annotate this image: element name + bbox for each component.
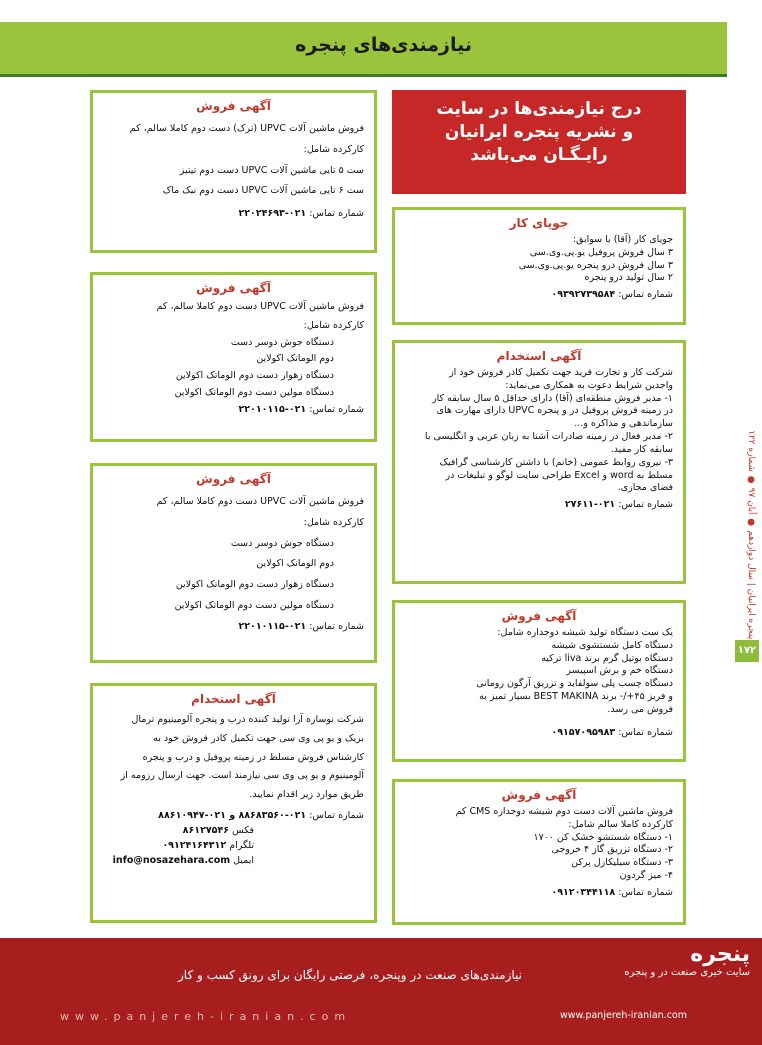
ad-box-6	[392, 340, 686, 584]
ad-line: ۴- میز گردون	[619, 870, 673, 882]
contact-line	[405, 289, 673, 300]
banner-line: و نشریه پنجره ایرانیان	[444, 121, 634, 142]
ad-line: ۲ سال تولید درو پنجره	[584, 272, 673, 284]
contact-label: شماره تماس:	[618, 726, 673, 738]
ad-line: دستگاه خم و برش اسپیسر	[566, 665, 673, 677]
ad-box-5	[392, 207, 686, 325]
ad-title: آگهی فروش	[196, 281, 271, 295]
ad-line: دستگاه زهوار دست دوم الوماتک اکولاین	[175, 579, 334, 591]
email-address[interactable]: info@nosazehara.com	[112, 855, 231, 867]
ad-title: آگهی فروش	[196, 99, 271, 113]
ad-line: ست ۵ تایی ماشین آلات UPVC دست دوم تیتیز	[179, 164, 364, 176]
ad-title: آگهی فروش	[501, 609, 577, 623]
ad-line: بریک و یو پی وی سی جهت تکمیل کادر فروش خود به	[153, 732, 364, 744]
contact-label: شماره تماس:	[309, 620, 364, 632]
ad-box-2	[90, 272, 377, 442]
ad-line: دستگاه زهوار دست دوم الوماتک اکولاین	[175, 370, 334, 382]
logo-subtitle: سایت خبری صنعت در و پنجره	[624, 967, 750, 978]
ad-line: ۳- دستگاه سیلیکازل پرکن	[571, 857, 673, 869]
ad-line: فروش می رسد.	[607, 703, 673, 715]
ad-line: کارکرده شامل:	[303, 143, 364, 155]
ad-title: آگهی فروش	[196, 472, 271, 486]
page-title: نیازمندی‌های پنجره	[295, 34, 472, 56]
ad-line: کارکرده شامل:	[303, 319, 364, 331]
contact-line	[405, 499, 673, 510]
contact-label: شماره تماس:	[618, 886, 673, 898]
phone-number: ۰۲۱-۲۲۰۲۴۶۹۳	[238, 208, 307, 220]
ad-line: واجدین شرایط دعوت به همکاری می‌نماید:	[505, 379, 673, 391]
ad-line: آلومینیوم و یو پی وی سی نیازمند است. جهت ارسال رزومه از	[120, 770, 364, 782]
fax-label: فکس	[232, 825, 254, 837]
telegram-number: ۰۹۱۲۴۱۶۴۳۱۲	[162, 840, 227, 852]
ad-title: آگهی استخدام	[191, 692, 276, 706]
header-bar	[0, 22, 727, 77]
issue-meta: پنجره ایرانیان | سال دوازدهم ● آبان ۹۷ ● شماره ۱۲۲	[746, 430, 756, 640]
ad-line: فروش ماشین آلات UPVC (ترک) دست دوم کاملا سالم، کم	[129, 123, 364, 134]
contact-label: شماره تماس:	[618, 499, 673, 511]
ad-line: در زمینه فروش پروفیل در و پنجره UPVC دارای مهارت های	[436, 405, 673, 417]
logo-mark: پنجره	[690, 942, 750, 967]
ad-line: دستگاه چسب پلی سولفاید و تزریق آرگون رومانی	[476, 678, 673, 690]
telegram-label: تلگرام	[229, 840, 254, 852]
contact-line	[405, 887, 673, 898]
ad-line: طریق موارد زیر اقدام نمایید.	[249, 789, 364, 801]
fax-line	[103, 825, 254, 836]
banner-line: درج نیازمندی‌ها در سایت	[436, 99, 642, 119]
contact-line	[103, 810, 364, 821]
ad-box-8	[392, 779, 686, 925]
ad-line: یک ست دستگاه تولید شیشه دوجداره شامل:	[497, 627, 673, 638]
banner-line: رایـگـان می‌باشد	[470, 144, 608, 165]
phone-number: ۰۲۱-۲۲۰۱۰۱۱۵	[238, 403, 307, 415]
ad-title: آگهی فروش	[501, 788, 577, 802]
ad-line: دستگاه مولین دست دوم الوماتک اکولاین	[174, 600, 334, 612]
contact-label: شماره تماس:	[309, 810, 364, 822]
ad-line: کارکرده شامل:	[303, 516, 364, 528]
phone-number: ۰۹۱۲۰۳۴۴۱۱۸	[551, 886, 616, 898]
page-number: ۱۷۲	[735, 640, 759, 662]
ad-line: ۲- مدیر فعال در زمینه صادرات آشنا به زبان عربی و انگلیسی با	[424, 431, 673, 443]
ad-line: مسلط به word و Excel طراحی سایت لوگو و تبلیغات در	[445, 469, 673, 481]
ad-line: فروش ماشین آلات دست دوم شیشه دوجداره CMS کم	[455, 806, 673, 817]
ad-line: شرکت نوسازه آرا تولید کننده درب و پنجره آلومینیوم ترمال	[131, 714, 364, 725]
free-listing-banner	[392, 90, 686, 194]
ad-box-1	[90, 90, 377, 253]
contact-label: شماره تماس:	[618, 289, 673, 301]
ad-box-7	[392, 600, 686, 762]
email-label: ایمیل	[233, 855, 254, 867]
phone-number: ۰۲۱-۲۷۶۱۱	[564, 499, 616, 511]
ad-line: جویای کار (آقا) با سوابق:	[572, 234, 673, 245]
ad-line: ۱- دستگاه شستشو خشک کن ۱۷۰۰	[533, 831, 673, 843]
ad-line: ۱- مدیر فروش منطقه‌ای (آقا) دارای حداقل ۵ سال سابقه کار	[432, 392, 673, 404]
footer-slogan: نیازمندی‌های صنعت در وپنجره، فرصتی رایگان برای رونق کسب و کار	[178, 968, 522, 982]
ad-line: دوم الوماتک اکولاین	[256, 558, 334, 570]
footer-url[interactable]: www.panjereh-iranian.com	[60, 1010, 352, 1023]
email-line	[103, 855, 254, 866]
contact-line	[405, 727, 673, 738]
ad-title: جویای کار	[509, 216, 569, 230]
ad-box-4	[90, 683, 377, 923]
ad-line: ۳ سال فروش درو پنجره یو.پی.وی.سی	[518, 259, 673, 271]
ad-line: شرکت کار و تجارت فرید جهت تکمیل کادر فروش خود از	[449, 367, 673, 378]
phone-number: ۰۹۱۵۷۰۹۵۹۸۳	[551, 726, 616, 738]
contact-line	[103, 208, 364, 219]
ad-line: سازماندهی و مذاکره و...	[574, 418, 673, 430]
contact-label: شماره تماس:	[309, 208, 364, 220]
ad-line: دستگاه جوش دوسر دست	[230, 537, 334, 549]
contact-line	[103, 621, 364, 632]
ad-line: دوم الوماتک اکولاین	[256, 353, 334, 365]
ad-box-3	[90, 463, 377, 663]
ad-line: دستگاه مولین دست دوم الوماتک اکولاین	[174, 387, 334, 399]
site-logo	[560, 942, 750, 1002]
contact-label: شماره تماس:	[309, 403, 364, 415]
ad-line: ست ۶ تایی ماشین آلات UPVC دست دوم نیک ماک	[162, 185, 364, 197]
ad-line: دستگاه بوتیل گرم برند liva ترکیه	[541, 652, 673, 664]
ad-title: آگهی استخدام	[496, 349, 582, 363]
ad-line: کارکرده کاملا سالم شامل:	[568, 818, 673, 830]
ad-line: ۲- دستگاه تزریق گاز ۴ خروجی	[551, 844, 673, 856]
footer-url-secondary[interactable]: www.panjereh-iranian.com	[560, 1010, 687, 1021]
contact-line	[103, 404, 364, 415]
ad-line: ۳- نیروی روابط عمومی (خانم) با داشتن کارشناسی گرافیک	[439, 456, 673, 468]
fax-number: ۸۶۱۲۷۵۴۶	[182, 825, 230, 837]
phone-number: ۰۲۱-۸۸۶۸۳۵۶۰ و ۰۲۱-۸۸۶۱۰۹۴۷	[158, 810, 307, 822]
phone-number: ۰۹۳۹۲۷۳۹۵۸۴	[551, 289, 616, 301]
ad-line: دستگاه کامل شستشوی شیشه	[551, 639, 673, 651]
ad-line: کارشناس فروش مسلط در زمینه پروفیل و درب و پنجره	[142, 751, 364, 763]
ad-line: فضای مجازی.	[617, 482, 673, 494]
ad-line: فروش ماشین آلات UPVC دست دوم کاملا سالم، کم	[156, 496, 364, 507]
phone-number: ۰۲۱-۲۲۰۱۰۱۱۵	[238, 620, 307, 632]
ad-line: ۳ سال فروش پروفیل یو.پی.وی.سی	[529, 246, 673, 258]
ad-line: فروش ماشین آلات UPVC دست دوم کاملا سالم، کم	[156, 301, 364, 312]
ad-line: سابقه کار مفید.	[610, 443, 673, 455]
ad-line: و فریز ۴۵+/- برند BEST MAKINA بسیار تمیز به	[479, 691, 673, 703]
telegram-line	[103, 840, 254, 851]
ad-line: دستگاه جوش دوسر دست	[230, 336, 334, 348]
